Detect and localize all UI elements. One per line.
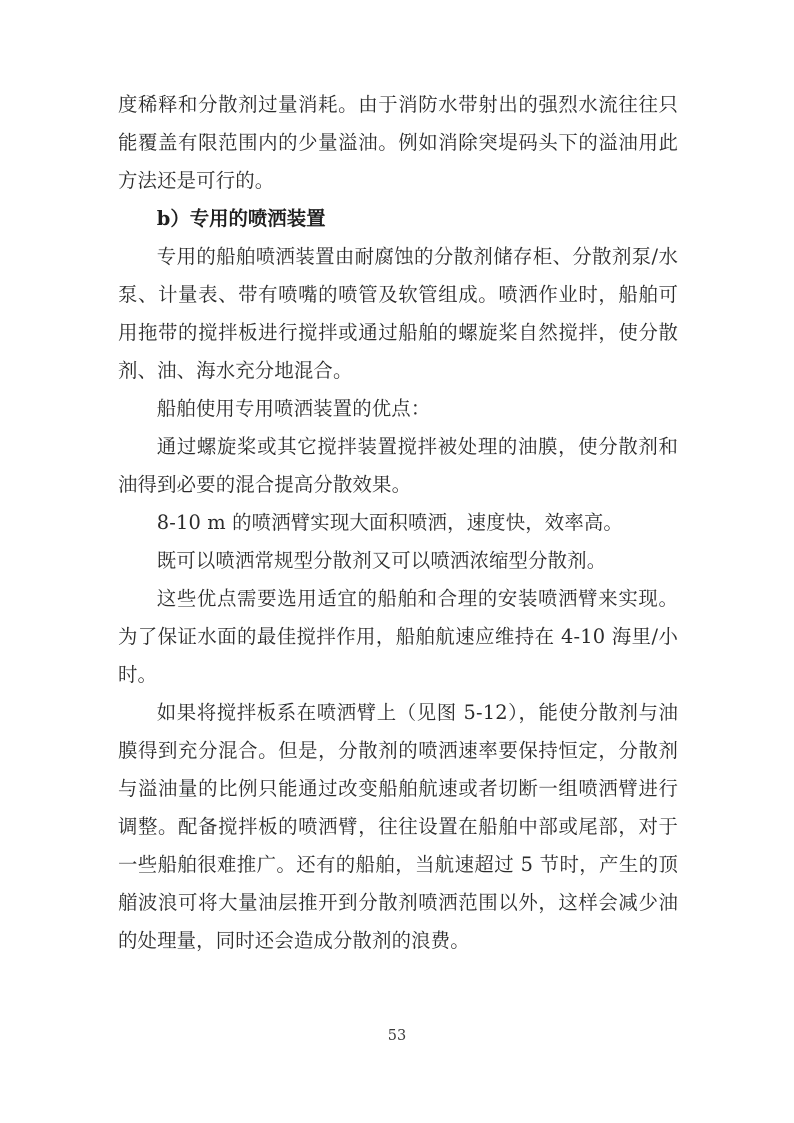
body-paragraph: 度稀释和分散剂过量消耗。由于消防水带射出的强烈水流往往只能覆盖有限范围内的少量溢油。例如消除突堤码头下的溢油用此方法还是可行的。	[118, 93, 678, 192]
section-heading: b）专用的喷洒装置	[156, 207, 326, 230]
page-number: 53	[387, 1028, 407, 1044]
body-paragraph: 既可以喷洒常规型分散剂又可以喷洒浓缩型分散剂。	[156, 549, 607, 572]
body-paragraph: 专用的船舶喷洒装置由耐腐蚀的分散剂储存柜、分散剂泵/水泵、计量表、带有喷嘴的喷管及软管组成。喷洒作业时，船舶可用拖带的搅拌板进行搅拌或通过船舶的螺旋桨自然搅拌，使分散剂、油、海水充分地混合。	[118, 245, 678, 382]
body-paragraph: 8-10 m 的喷洒臂实现大面积喷洒，速度快，效率高。	[156, 511, 623, 534]
body-paragraph: 如果将搅拌板系在喷洒臂上（见图 5-12），能使分散剂与油膜得到充分混合。但是，分散剂的喷洒速率要保持恒定，分散剂与溢油量的比例只能通过改变船舶航速或者切断一组喷洒臂进行调整。配备搅拌板的喷洒臂，往往设置在船舶中部或尾部，对于一些船舶很难推广。还有的船舶，当航速超过 5 节时，产生的顶艏波浪可将大量油层推开到分散剂喷洒范围以外，这样会减少油的处理量，同时还会造成分散剂的浪费。	[118, 701, 678, 952]
body-paragraph: 这些优点需要选用适宜的船舶和合理的安装喷洒臂来实现。为了保证水面的最佳搅拌作用，船舶航速应维持在 4-10 海里/小时。	[118, 587, 678, 686]
page-body	[118, 86, 678, 960]
body-paragraph: 通过螺旋桨或其它搅拌装置搅拌被处理的油膜，使分散剂和油得到必要的混合提高分散效果。	[118, 435, 678, 496]
body-paragraph: 船舶使用专用喷洒装置的优点：	[156, 397, 431, 420]
